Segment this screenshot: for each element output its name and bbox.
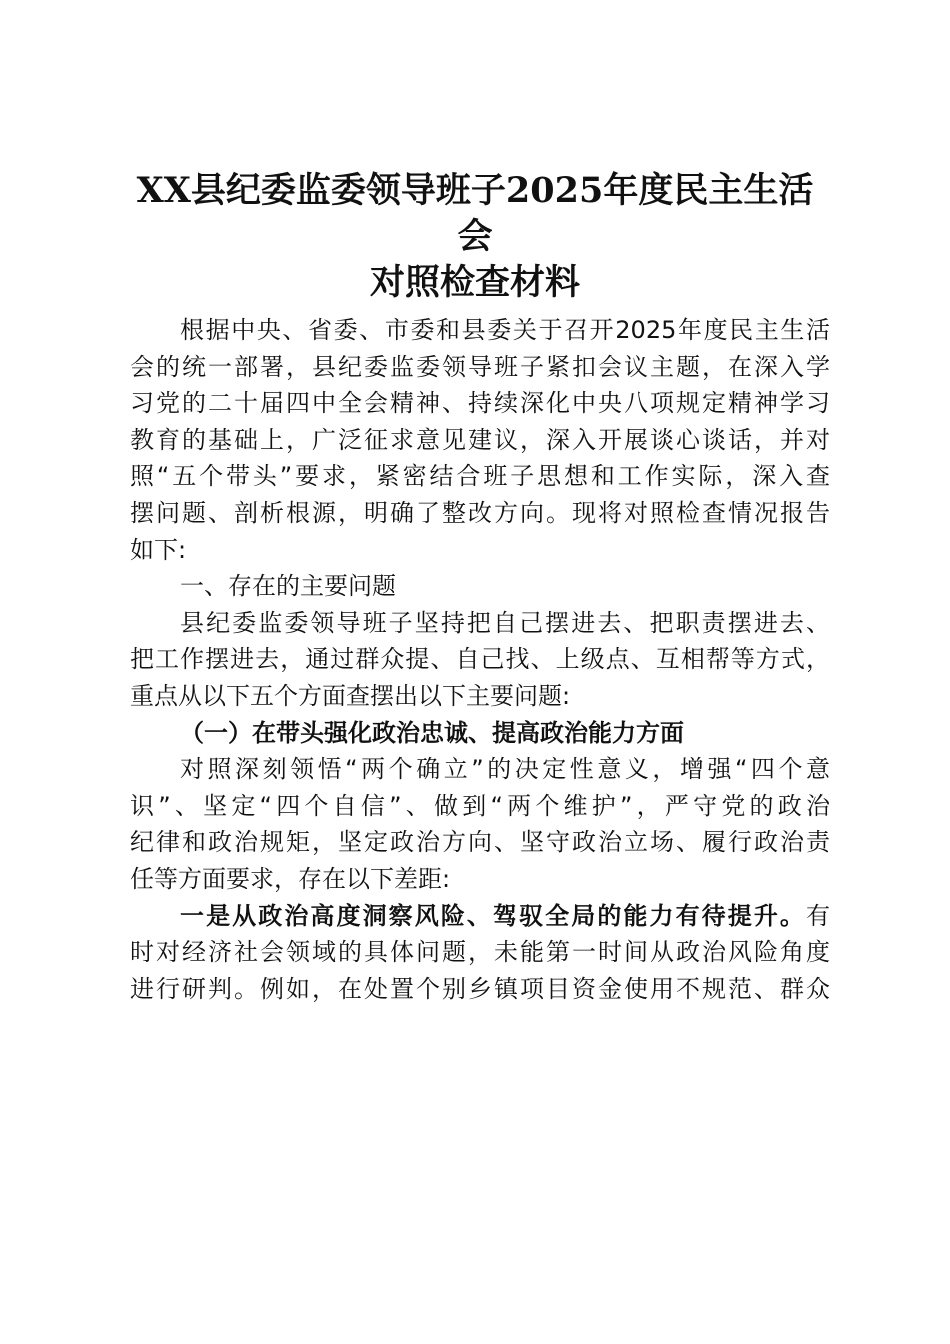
paragraph-line: 教育的基础上，广泛征求意见建议，深入开展谈心谈话，并对 — [130, 425, 830, 454]
line-tail: 有 — [806, 901, 830, 930]
title-line-1: XX县纪委监委领导班子2025年度民主生活会 — [136, 170, 814, 257]
paragraph-line: 纪律和政治规矩，坚定政治方向、坚守政治立场、履行政治责 — [130, 828, 830, 857]
paragraph-line — [130, 898, 830, 935]
paragraph-line: 根据中央、省委、市委和县委关于召开2025年度民主生活 — [180, 316, 830, 344]
title-line-2: 对照检查材料 — [369, 262, 580, 303]
paragraph-line: 进行研判。例如，在处置个别乡镇项目资金使用不规范、群众 — [130, 974, 830, 1003]
paragraph-line: 对照深刻领悟“两个确立”的决定性意义，增强“四个意 — [180, 755, 830, 784]
paragraph-line: 识”、坚定“四个自信”、做到“两个维护”，严守党的政治 — [130, 791, 830, 820]
subsection-heading: （一）在带头强化政治忠诚、提高政治能力方面 — [180, 718, 684, 747]
bold-lead-sentence: 一是从政治高度洞察风险、驾驭全局的能力有待提升。 — [180, 901, 806, 930]
paragraph-line: 习党的二十届四中全会精神、持续深化中央八项规定精神学习 — [130, 389, 830, 418]
paragraph-line: 照“五个带头”要求，紧密结合班子思想和工作实际，深入查 — [130, 462, 830, 491]
paragraph-line: 时对经济社会领域的具体问题，未能第一时间从政治风险角度 — [130, 938, 830, 967]
document-body — [130, 312, 830, 1007]
paragraph-line: 任等方面要求，存在以下差距: — [130, 864, 451, 893]
paragraph-line: 会的统一部署，县纪委监委领导班子紧扣会议主题，在深入学 — [130, 352, 830, 381]
document-title — [120, 168, 830, 306]
paragraph-line: 摆问题、剖析根源，明确了整改方向。现将对照检查情况报告 — [130, 498, 830, 527]
section-heading: 一、存在的主要问题 — [180, 572, 396, 601]
paragraph-line: 如下: — [130, 535, 187, 564]
paragraph-line: 县纪委监委领导班子坚持把自己摆进去、把职责摆进去、 — [180, 608, 830, 637]
paragraph-line: 重点从以下五个方面查摆出以下主要问题: — [130, 681, 571, 710]
paragraph-line: 把工作摆进去，通过群众提、自己找、上级点、互相帮等方式， — [130, 645, 830, 674]
